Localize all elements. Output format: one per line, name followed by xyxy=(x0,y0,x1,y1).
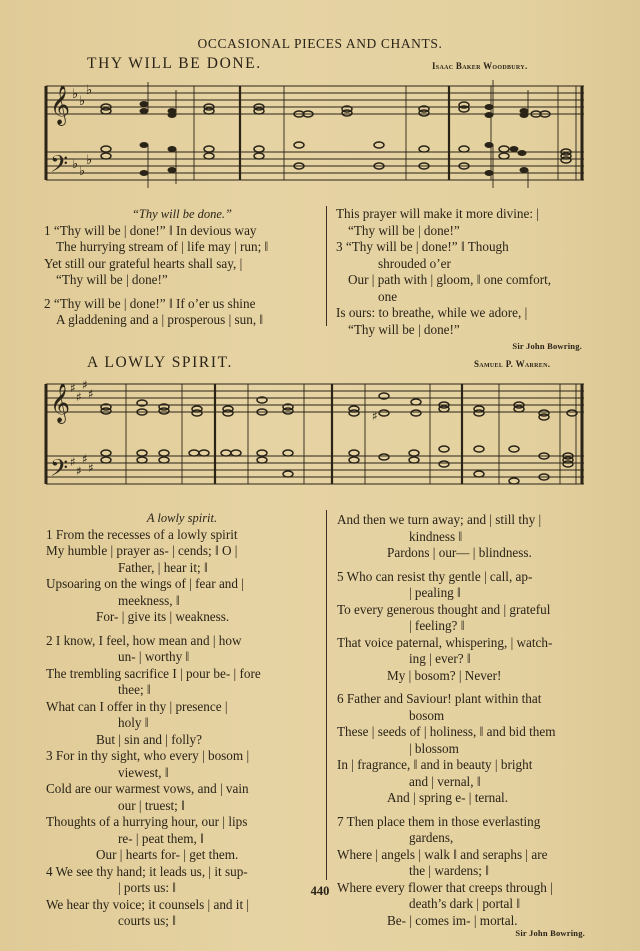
svg-text:♯: ♯ xyxy=(88,387,94,401)
running-head: OCCASIONAL PIECES AND CHANTS. xyxy=(197,36,443,51)
verses-right-a-lowly-spirit xyxy=(337,512,607,942)
composer-credit: Samuel P. Warren. xyxy=(474,359,551,369)
verse-line: Is ours: to breathe, while we adore, | xyxy=(336,305,528,320)
verse-line: 1 “Thy will be | done!” ‖ In devious way xyxy=(44,222,257,238)
verse-line: 5 Who can resist thy gentle | call, ap- xyxy=(337,568,533,584)
verse-line: My | bosom? | Never! xyxy=(387,667,502,683)
svg-text:♭: ♭ xyxy=(79,164,86,179)
attribution: Sir John Bowring. xyxy=(515,928,585,938)
verse-line: courts us; ‖ xyxy=(118,913,176,928)
verse-line: My humble | prayer as- | cends; ‖ O | xyxy=(46,543,238,558)
verse-line: Yet still our grateful hearts shall say, | xyxy=(44,255,243,271)
verse-line: In | fragrance, ‖ and in beauty | bright xyxy=(337,757,533,772)
verse-line: That voice paternal, whispering, | watch- xyxy=(337,634,553,650)
verse-line: kindness ‖ xyxy=(409,528,463,544)
verse-line: and | vernal, ‖ xyxy=(409,773,481,789)
verse-line: The hurrying stream of | life may | run; ‖ xyxy=(56,239,269,254)
hymn-caption: “Thy will be done.” xyxy=(131,207,232,221)
verse-line: one xyxy=(378,288,398,304)
svg-text:♭: ♭ xyxy=(72,87,79,102)
piece-title-thy-will-be-done: THY WILL BE DONE. xyxy=(87,55,262,72)
svg-text:♯: ♯ xyxy=(76,390,82,404)
verses-left-a-lowly-spirit xyxy=(46,510,318,930)
verse-line: A gladdening and a | prosperous | sun, ‖ xyxy=(56,312,264,327)
verse-line: | blossom xyxy=(409,740,459,756)
verse-line: gardens, xyxy=(409,830,454,845)
verse-line: Upsoaring on the wings of | fear and | xyxy=(46,576,244,591)
verse-line: Pardons | our— | blindness. xyxy=(387,545,532,560)
attribution: Sir John Bowring. xyxy=(512,341,582,351)
verse-line: the | wardens; ‖ xyxy=(409,863,489,878)
staff-notation xyxy=(44,378,604,496)
svg-text:♯: ♯ xyxy=(372,409,378,423)
verse-line: re- | peat them, ‖ xyxy=(118,830,204,846)
verses-left-thy-will-be-done xyxy=(44,206,320,329)
svg-text:♯: ♯ xyxy=(88,461,94,475)
verse-line: Cold are our warmest vows, and | vain xyxy=(46,781,249,796)
svg-text:♭: ♭ xyxy=(86,153,93,168)
verse-line: And then we turn away; and | still thy | xyxy=(337,512,542,527)
bass-clef-icon: 𝄢 xyxy=(50,454,69,487)
verse-line: Father, | hear it; ‖ xyxy=(118,559,208,575)
verse-line: 7 Then place them in those everlasting xyxy=(337,813,541,829)
verse-line: 2 I know, I feel, how mean and | how xyxy=(46,632,242,648)
verse-line: These | seeds of | holiness, ‖ and bid them xyxy=(337,724,556,739)
verse-line: For- | give its | weakness. xyxy=(96,609,230,624)
verse-line: bosom xyxy=(409,707,445,723)
verse-line: | ports us: ‖ xyxy=(118,880,176,895)
verse-line: The trembling sacrifice I | pour be- | fore xyxy=(46,665,261,681)
verse-line: We hear thy voice; it counsels | and it | xyxy=(46,896,250,912)
verse-line: Where | angels | walk ‖ and seraphs | are xyxy=(337,846,548,862)
svg-text:♭: ♭ xyxy=(86,83,93,98)
music-score-thy-will-be-done xyxy=(44,80,604,190)
verse-line: “Thy will be | done!” xyxy=(348,321,460,337)
verse-line: viewest, ‖ xyxy=(118,764,169,780)
treble-clef-icon: 𝄞 xyxy=(50,85,71,125)
staff-notation xyxy=(44,80,604,190)
verse-line: | feeling? ‖ xyxy=(409,618,465,633)
verse-line: | pealing ‖ xyxy=(409,585,461,600)
verse-line: Thoughts of a hurrying hour, our | lips xyxy=(46,814,248,829)
bass-clef-icon: 𝄢 xyxy=(50,150,69,183)
verse-line: Our | path with | gloom, ‖ one comfort, xyxy=(348,272,552,287)
verse-line: holy ‖ xyxy=(118,715,149,730)
hymn-caption: A lowly spirit. xyxy=(146,511,218,525)
verse-line: 4 We see thy hand; it leads us, | it sup- xyxy=(46,863,248,879)
verse-line: But | sin and | folly? xyxy=(96,731,203,747)
svg-text:♯: ♯ xyxy=(82,452,88,466)
svg-text:♯: ♯ xyxy=(82,378,88,392)
verse-line: What can I offer in thy | presence | xyxy=(46,698,228,714)
svg-text:♯: ♯ xyxy=(70,455,76,469)
treble-clef-icon: 𝄞 xyxy=(50,383,71,423)
verse-line: our | truest; ‖ xyxy=(118,797,185,813)
verse-line: 2 “Thy will be | done!” ‖ If o’er us shine xyxy=(44,295,256,311)
svg-text:♯: ♯ xyxy=(76,464,82,478)
svg-text:♯: ♯ xyxy=(70,381,76,395)
piece-title-a-lowly-spirit: A LOWLY SPIRIT. xyxy=(87,354,234,371)
verse-line: 6 Father and Saviour! plant within that xyxy=(337,691,542,706)
verse-line: And | spring e- | ternal. xyxy=(387,790,509,805)
svg-text:♭: ♭ xyxy=(79,94,86,109)
composer-credit: Isaac Baker Woodbury. xyxy=(432,61,528,71)
verse-line: Our | hearts for- | get them. xyxy=(96,847,239,862)
verse-line: 3 For in thy sight, who every | bosom | xyxy=(46,748,250,763)
verse-line: death’s dark | portal ‖ xyxy=(409,896,521,911)
verse-line: Where every flower that creeps through | xyxy=(337,879,553,895)
verse-line: “Thy will be | done!” xyxy=(348,222,460,238)
page-number: 440 xyxy=(310,884,330,898)
verse-line: This prayer will make it more divine: | xyxy=(336,206,539,221)
verse-line: 1 From the recesses of a lowly spirit xyxy=(46,526,238,542)
column-divider xyxy=(326,510,327,880)
verse-line: To every generous thought and | grateful xyxy=(337,601,551,617)
verse-line: thee; ‖ xyxy=(118,682,151,697)
verse-line: meekness, ‖ xyxy=(118,592,180,608)
verse-line: Be- | comes im- | mortal. xyxy=(387,912,518,928)
svg-text:♭: ♭ xyxy=(72,157,79,172)
music-score-a-lowly-spirit xyxy=(44,378,604,496)
column-divider xyxy=(326,206,327,326)
verse-line: ing | ever? ‖ xyxy=(409,651,471,666)
verse-line: 3 “Thy will be | done!” ‖ Though xyxy=(336,239,509,254)
verses-right-thy-will-be-done xyxy=(336,206,606,355)
verse-line: “Thy will be | done!” xyxy=(56,272,168,287)
verse-line: un- | worthy ‖ xyxy=(118,649,190,664)
verse-line: shrouded o’er xyxy=(378,255,451,271)
